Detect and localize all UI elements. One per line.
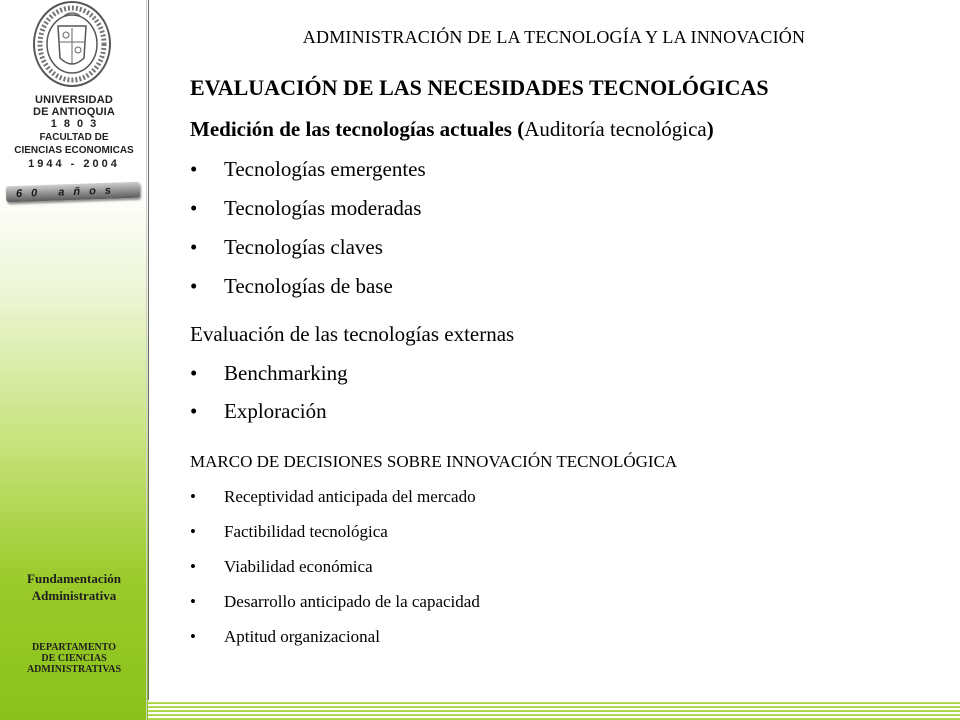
university-year: 1803 bbox=[50, 118, 104, 130]
list-item-text: Tecnologías claves bbox=[224, 235, 383, 259]
university-name-line2: DE ANTIOQUIA bbox=[32, 106, 116, 118]
department-line1: DEPARTAMENTO bbox=[31, 642, 117, 653]
department-line3: ADMINISTRATIVAS bbox=[26, 664, 122, 675]
list-item-text: Desarrollo anticipado de la capacidad bbox=[224, 592, 480, 611]
department-name bbox=[0, 642, 148, 675]
list-item-text: Tecnologías emergentes bbox=[224, 157, 426, 181]
bullet-icon: • bbox=[190, 361, 198, 385]
list-item bbox=[190, 479, 480, 514]
sidebar bbox=[0, 0, 149, 720]
subtitle-bold-part: Medición de las tecnologías actuales ( bbox=[190, 117, 525, 141]
list-item-text: Tecnologías de base bbox=[224, 274, 393, 298]
subtitle-normal-part: Auditoría tecnológica bbox=[524, 117, 707, 141]
university-seal-icon bbox=[20, 0, 124, 88]
faculty-years: 1944 - 2004 bbox=[28, 158, 120, 170]
list-item-text: Tecnologías moderadas bbox=[224, 196, 422, 220]
bullet-icon: • bbox=[190, 157, 198, 181]
bullet-icon: • bbox=[190, 274, 198, 298]
faculty-name-line2: CIENCIAS ECONOMICAS bbox=[14, 145, 134, 156]
external-tech-heading: Evaluación de las tecnologías externas bbox=[190, 322, 515, 346]
list-item bbox=[190, 189, 426, 228]
anniversary-label: 60 años bbox=[15, 184, 121, 200]
list-item bbox=[190, 228, 426, 267]
list-item-text: Viabilidad económica bbox=[224, 557, 373, 576]
list-item-text: Exploración bbox=[224, 399, 327, 423]
department-line2: DE CIENCIAS bbox=[41, 653, 107, 664]
list-item bbox=[190, 549, 480, 584]
list-item bbox=[190, 150, 426, 189]
slide-subtitle bbox=[190, 115, 714, 143]
slide-title: EVALUACIÓN DE LAS NECESIDADES TECNOLÓGICAS bbox=[190, 75, 769, 100]
bullet-icon: • bbox=[190, 235, 198, 259]
program-name-line1: Fundamentación bbox=[27, 571, 121, 586]
subtitle-close-paren: ) bbox=[706, 117, 714, 141]
framework-heading: MARCO DE DECISIONES SOBRE INNOVACIÓN TECNOLÓGICA bbox=[190, 452, 678, 471]
list-item-text: Aptitud organizacional bbox=[224, 627, 380, 646]
program-name-line2: Administrativa bbox=[31, 588, 117, 603]
anniversary-bar bbox=[6, 182, 140, 203]
bullet-icon: • bbox=[190, 487, 196, 506]
external-tech-list bbox=[190, 354, 348, 430]
faculty-name-line1: FACULTAD DE bbox=[39, 132, 109, 143]
bullet-icon: • bbox=[190, 557, 196, 576]
list-item-text: Benchmarking bbox=[224, 361, 348, 385]
list-item bbox=[190, 354, 348, 392]
university-block bbox=[0, 94, 148, 171]
sidebar-divider bbox=[146, 0, 147, 720]
bullet-icon: • bbox=[190, 627, 196, 646]
framework-list bbox=[190, 479, 480, 654]
bullet-icon: • bbox=[190, 592, 196, 611]
list-item bbox=[190, 584, 480, 619]
list-item bbox=[190, 619, 480, 654]
list-item bbox=[190, 514, 480, 549]
bullet-icon: • bbox=[190, 196, 198, 220]
bullet-icon: • bbox=[190, 399, 198, 423]
university-name-line1: UNIVERSIDAD bbox=[35, 94, 113, 106]
footer-stripes bbox=[148, 700, 960, 720]
current-tech-list bbox=[190, 150, 426, 306]
list-item-text: Receptividad anticipada del mercado bbox=[224, 487, 476, 506]
list-item-text: Factibilidad tecnológica bbox=[224, 522, 388, 541]
course-title: ADMINISTRACIÓN DE LA TECNOLOGÍA Y LA INNOVACIÓN bbox=[302, 27, 806, 47]
bullet-icon: • bbox=[190, 522, 196, 541]
program-name bbox=[0, 570, 148, 604]
list-item bbox=[190, 392, 348, 430]
list-item bbox=[190, 267, 426, 306]
